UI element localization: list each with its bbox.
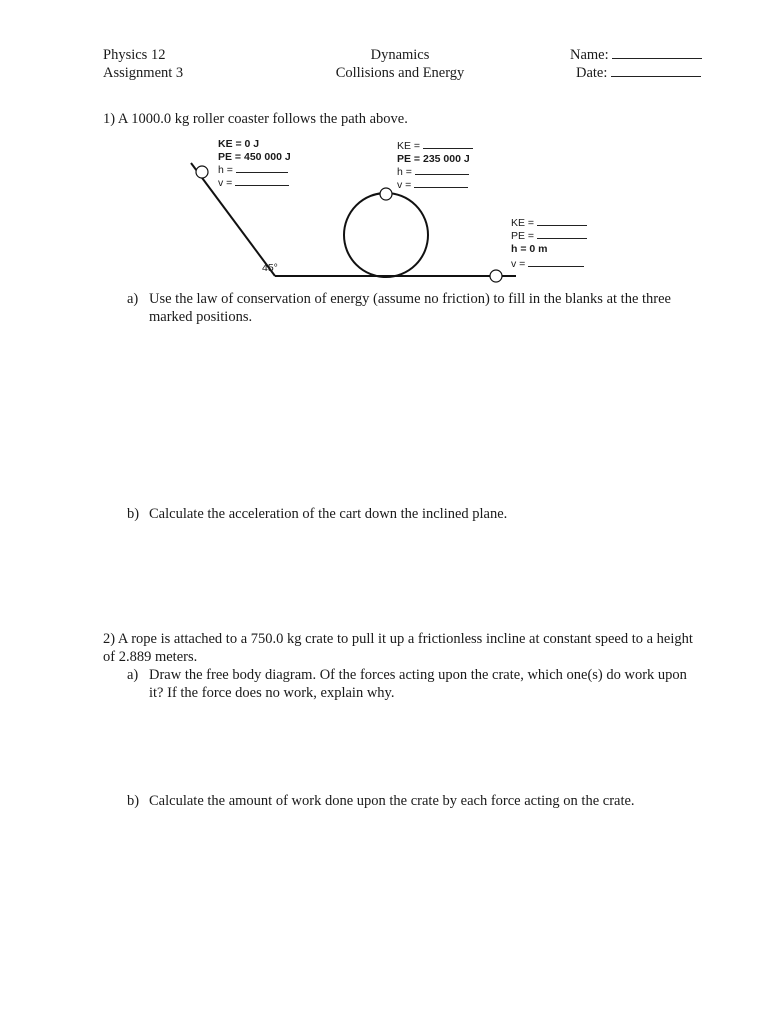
q2-part-a-label: a) xyxy=(127,667,139,683)
br-v-blank xyxy=(528,266,584,267)
q2-part-a: Draw the free body diagram. Of the forces acting upon the crate, which one(s) do work upon it? If the force does no work, explain why. xyxy=(149,667,687,701)
unit-title: Dynamics xyxy=(370,47,430,63)
topic-title: Collisions and Energy xyxy=(335,65,465,81)
q2-part-b-label: b) xyxy=(127,793,140,809)
br-pe-label: PE = xyxy=(511,230,535,242)
tl-v-blank xyxy=(235,185,289,186)
date-label: Date: xyxy=(576,65,608,81)
lt-ke-blank xyxy=(423,148,473,149)
assignment-title: Assignment 3 xyxy=(103,65,184,81)
br-ke-blank xyxy=(537,225,587,226)
br-ke-label: KE = xyxy=(511,217,535,229)
q1-part-b-label: b) xyxy=(127,506,140,522)
br-ke xyxy=(511,217,587,229)
angle-label: 45° xyxy=(262,262,278,274)
q1-part-a: Use the law of conservation of energy (assume no friction) to fill in the blanks at the three marked positions. xyxy=(149,291,671,325)
tl-v xyxy=(218,177,289,189)
lt-h-label: h = xyxy=(397,166,412,178)
cart-bottom-right xyxy=(490,270,502,282)
lt-ke xyxy=(397,140,473,152)
tl-h-blank xyxy=(236,172,288,173)
q1-part-b: Calculate the acceleration of the cart down the inclined plane. xyxy=(149,506,508,522)
tl-h-label: h = xyxy=(218,164,233,176)
course-title: Physics 12 xyxy=(103,47,166,63)
q2-prompt: 2) A rope is attached to a 750.0 kg crate to pull it up a frictionless incline at constant speed to a height of 2.889 meters. xyxy=(103,631,693,665)
lt-h-blank xyxy=(415,174,469,175)
q2-part-b: Calculate the amount of work done upon the crate by each force acting on the crate. xyxy=(149,793,635,809)
cart-top-left xyxy=(196,166,208,178)
tl-v-label: v = xyxy=(218,177,233,189)
lt-v-blank xyxy=(414,187,468,188)
lt-pe: PE = 235 000 J xyxy=(397,153,470,165)
q1-prompt: 1) A 1000.0 kg roller coaster follows the path above. xyxy=(103,111,408,127)
br-pe xyxy=(511,230,587,242)
br-pe-blank xyxy=(537,238,587,239)
tl-pe: PE = 450 000 J xyxy=(218,151,291,163)
br-v-label: v = xyxy=(511,258,526,270)
br-v xyxy=(511,258,584,270)
br-h: h = 0 m xyxy=(511,243,548,255)
tl-ke: KE = 0 J xyxy=(218,138,260,150)
name-label: Name: xyxy=(570,47,609,63)
lt-v-label: v = xyxy=(397,179,412,191)
lt-v xyxy=(397,179,468,191)
lt-ke-label: KE = xyxy=(397,140,421,152)
tl-h xyxy=(218,164,288,176)
lt-h xyxy=(397,166,469,178)
loop xyxy=(344,193,428,277)
cart-loop-top xyxy=(380,188,392,200)
q1-part-a-label: a) xyxy=(127,291,139,307)
